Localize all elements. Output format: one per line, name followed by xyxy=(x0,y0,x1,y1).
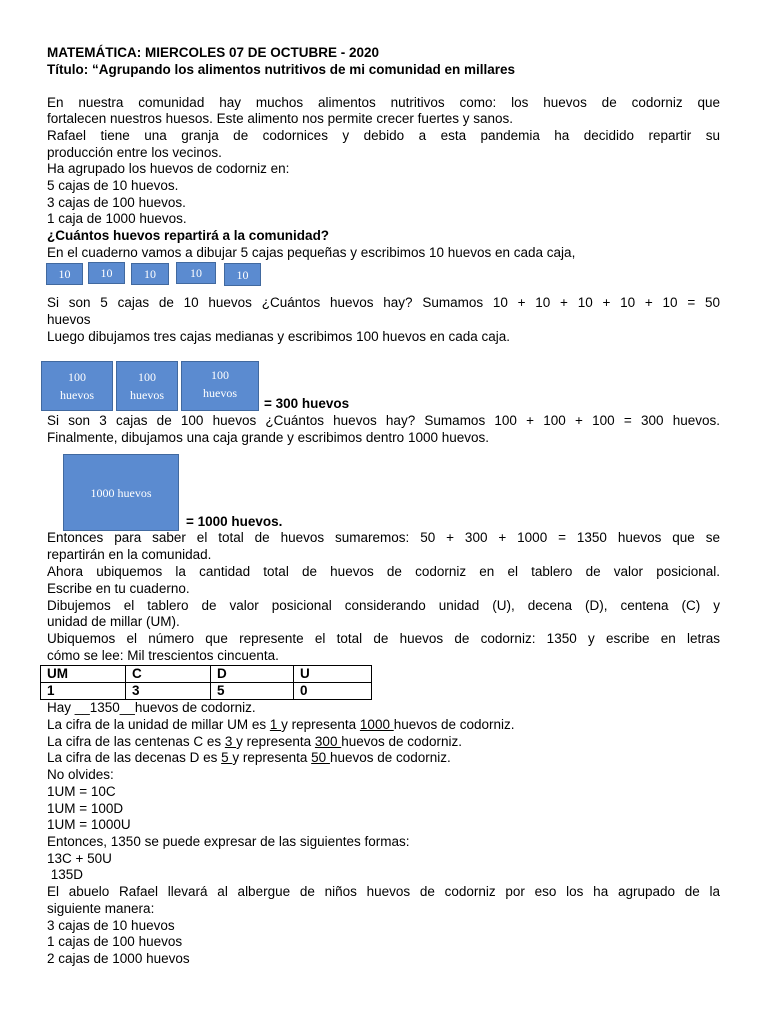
text-line: Ubiquemos el número que represente el total de huevos de codorniz: 1350 y escribe en letras xyxy=(47,631,720,646)
value-c: 3 xyxy=(126,683,211,700)
box-number: 100 xyxy=(138,370,156,384)
box-number: 100 xyxy=(68,370,86,384)
text-line: Escribe en tu cuaderno. xyxy=(47,581,190,596)
small-box: 10 xyxy=(176,262,216,284)
text-line: Hay __1350__huevos de codorniz. xyxy=(47,700,256,715)
text-line: Finalmente, dibujamos una caja grande y escribimos dentro 1000 huevos. xyxy=(47,430,490,445)
medium-result: = 300 huevos xyxy=(264,396,350,411)
text-line: repartirán en la comunidad. xyxy=(47,547,212,562)
question-heading: ¿Cuántos huevos repartirá a la comunidad? xyxy=(47,228,330,243)
table-header-row xyxy=(41,666,372,683)
small-box: 10 xyxy=(88,262,125,284)
table-row xyxy=(41,683,372,700)
header-um: UM xyxy=(41,666,126,683)
text: huevos de codorniz. xyxy=(329,750,451,765)
value-answer: 300 xyxy=(314,734,342,749)
text-line: 3 cajas de 100 huevos. xyxy=(47,195,186,210)
box-word: huevos xyxy=(60,388,94,402)
medium-box xyxy=(181,361,259,411)
text-line: Si son 3 cajas de 100 huevos ¿Cuántos huevos hay? Sumamos 100 + 100 + 100 = 300 huevos. xyxy=(47,413,720,428)
header-d: D xyxy=(211,666,294,683)
text-line: Dibujemos el tablero de valor posicional considerando unidad (U), decena (D), centena (C) y xyxy=(47,598,720,613)
text-line: En el cuaderno vamos a dibujar 5 cajas pequeñas y escribimos 10 huevos en cada caja, xyxy=(47,245,576,260)
text-line: 1 caja de 1000 huevos. xyxy=(47,211,187,226)
value-d: 5 xyxy=(211,683,294,700)
text-line: Luego dibujamos tres cajas medianas y escribimos 100 huevos en cada caja. xyxy=(47,329,511,344)
text-line: Ahora ubiquemos la cantidad total de huevos de codorniz en el tablero de valor posicional. xyxy=(47,564,720,579)
text-line: 2 cajas de 1000 huevos xyxy=(47,951,190,966)
text-line: Ha agrupado los huevos de codorniz en: xyxy=(47,161,290,176)
value-answer: 50 xyxy=(311,750,330,765)
large-box: 1000 huevos xyxy=(63,454,179,531)
text: y representa xyxy=(236,734,315,749)
text-line: 1UM = 1000U xyxy=(47,817,131,832)
page-title: MATEMÁTICA: MIERCOLES 07 DE OCTUBRE - 2020 xyxy=(47,45,380,60)
box-word: huevos xyxy=(130,388,164,402)
text-line: 1UM = 10C xyxy=(47,784,116,799)
text-line: Entonces, 1350 se puede expresar de las siguientes formas: xyxy=(47,834,410,849)
text-line: Entonces para saber el total de huevos sumaremos: 50 + 300 + 1000 = 1350 huevos que se xyxy=(47,530,720,545)
text-line: 1 cajas de 100 huevos xyxy=(47,934,183,949)
text-line: El abuelo Rafael llevará al albergue de niños huevos de codorniz por eso los ha agrupado de la xyxy=(47,884,720,899)
small-box: 10 xyxy=(224,263,261,286)
text-line: fortalecen nuestros huesos. Este alimento nos permite crecer fuertes y sanos. xyxy=(47,111,513,126)
lesson-title: Título: “Agrupando los alimentos nutritivos de mi comunidad en millares xyxy=(47,62,516,77)
header-c: C xyxy=(126,666,211,683)
box-word: huevos xyxy=(203,386,237,400)
medium-box xyxy=(116,361,178,411)
text: La cifra de las decenas D es xyxy=(47,750,222,765)
text-line: Si son 5 cajas de 10 huevos ¿Cuántos huevos hay? Sumamos 10 + 10 + 10 + 10 + 10 = 50 xyxy=(47,295,720,310)
text-line xyxy=(47,750,451,766)
digit-answer: 3 xyxy=(224,734,237,749)
text-line: unidad de millar (UM). xyxy=(47,614,180,629)
text-line: 1UM = 100D xyxy=(47,801,124,816)
medium-box xyxy=(41,361,113,411)
place-value-table xyxy=(40,665,372,700)
value-um: 1 xyxy=(41,683,126,700)
text: La cifra de la unidad de millar UM es xyxy=(47,717,270,732)
text: y representa xyxy=(281,717,360,732)
text: y representa xyxy=(232,750,312,765)
text-line: siguiente manera: xyxy=(47,901,155,916)
value-u: 0 xyxy=(294,683,372,700)
box-number: 100 xyxy=(211,368,229,382)
text-line xyxy=(47,717,515,733)
text-line: huevos xyxy=(47,312,91,327)
text-line: 135D xyxy=(47,867,84,882)
small-box: 10 xyxy=(131,263,169,285)
value-answer: 1000 xyxy=(359,717,394,732)
text: huevos de codorniz. xyxy=(341,734,463,749)
text: La cifra de las centenas C es xyxy=(47,734,225,749)
text-line: cómo se lee: Mil trescientos cincuenta. xyxy=(47,648,279,663)
text-line xyxy=(47,734,462,750)
text-line: En nuestra comunidad hay muchos alimentos nutritivos como: los huevos de codorniz que xyxy=(47,95,720,110)
text-line: Rafael tiene una granja de codornices y debido a esta pandemia ha decidido repartir su xyxy=(47,128,720,143)
large-result: = 1000 huevos. xyxy=(186,514,283,529)
text-line: producción entre los vecinos. xyxy=(47,145,222,160)
digit-answer: 5 xyxy=(221,750,233,765)
text-line: 5 cajas de 10 huevos. xyxy=(47,178,179,193)
header-u: U xyxy=(294,666,372,683)
digit-answer: 1 xyxy=(269,717,282,732)
text-line: No olvides: xyxy=(47,767,114,782)
text-line: 13C + 50U xyxy=(47,851,112,866)
text: huevos de codorniz. xyxy=(393,717,515,732)
small-box: 10 xyxy=(46,263,83,285)
text-line: 3 cajas de 10 huevos xyxy=(47,918,175,933)
